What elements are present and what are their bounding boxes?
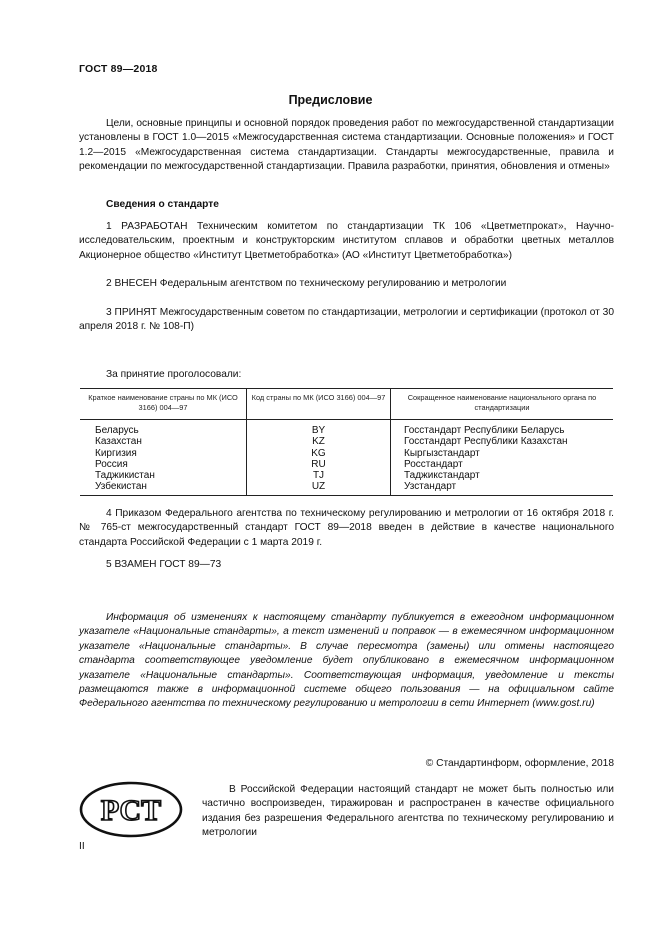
- copyright: © Стандартинформ, оформление, 2018: [425, 758, 614, 769]
- code-cell: KG: [247, 448, 391, 459]
- code-cell: KZ: [247, 436, 391, 447]
- table-row: [80, 420, 613, 437]
- code-cell: TJ: [247, 470, 391, 481]
- country-cell: Узбекистан: [80, 481, 247, 495]
- body-cell: Узстандарт: [391, 481, 614, 495]
- code-cell: RU: [247, 459, 391, 470]
- standard-id: ГОСТ 89—2018: [79, 63, 158, 75]
- page-number: II: [79, 841, 85, 852]
- country-cell: Киргизия: [95, 447, 137, 459]
- country-cell: Казахстан: [95, 436, 142, 448]
- info-notice: [79, 611, 614, 712]
- rights-notice: [202, 783, 614, 841]
- about-heading: Сведения о стандарте: [106, 199, 219, 210]
- code-cell: UZ: [247, 481, 391, 495]
- rst-certification-logo-icon: [79, 781, 183, 838]
- body-cell: Госстандарт Республики Беларусь: [404, 425, 565, 436]
- votes-table-header: [80, 389, 613, 420]
- body-cell: Кыргызстандарт: [404, 447, 480, 459]
- logo-text: РСТ: [100, 794, 162, 827]
- body-cell: Таджикстандарт: [404, 470, 480, 482]
- about-item-4: 4 Приказом Федерального агентства по техническому регулированию и метрологии от 16 октября 2018 г. № 765-ст межгосударственный стандарт ГОСТ 89—2018 введен в действие в качестве национального стандарта Российской Федерации с 1 марта 2019 г.: [79, 508, 614, 548]
- rights-notice-text: В Российской Федерации настоящий стандарт не может быть полностью или частично воспроизведен, тиражирован и распространен в качестве официального издания без разрешения Федерального агентства по техническому регулированию и метрологии: [202, 784, 614, 839]
- code-cell: BY: [247, 420, 391, 437]
- table-row: [80, 470, 613, 481]
- about-item-3: 3 ПРИНЯТ Межгосударственным советом по стандартизации, метрологии и сертификации (протокол от 30 апреля 2018 г. № 108-П): [79, 307, 614, 333]
- header-body: Сокращенное наименование национального органа по стандартизации: [391, 389, 614, 420]
- body-cell: Росстандарт: [404, 458, 463, 470]
- header-country: Краткое наименование страны по МК (ИСО 3166) 004—97: [80, 389, 247, 420]
- preface-text: Цели, основные принципы и основной порядок проведения работ по межгосударственной стандартизации установлены в ГОСТ 1.0—2015 «Межгосударственная система стандартизации. Основные положения» и ГОСТ 1.2—2015 «Межгосударственная система стандартизации. Стандарты межгосударственные, правила и рекомендации по межгосударственной стандартизации. Правила разработки, принятия, обновления и отмены»: [79, 118, 614, 173]
- country-cell: Россия: [95, 458, 128, 470]
- voted-label: За принятие проголосовали:: [106, 369, 242, 380]
- about-item-5: 5 ВЗАМЕН ГОСТ 89—73: [106, 559, 222, 570]
- about-item-2: 2 ВНЕСЕН Федеральным агентством по техническому регулированию и метрологии: [106, 278, 507, 289]
- preface-title: Предисловие: [288, 93, 373, 107]
- body-cell: Госстандарт Республики Казахстан: [404, 436, 568, 448]
- table-row: [80, 448, 613, 459]
- header-code: Код страны по МК (ИСО 3166) 004—97: [247, 389, 391, 420]
- table-row: [80, 481, 613, 495]
- preface-paragraph: [79, 117, 614, 175]
- country-cell: Таджикистан: [95, 470, 155, 482]
- votes-table: [80, 388, 613, 496]
- table-row: [80, 436, 613, 447]
- about-item-1: 1 РАЗРАБОТАН Техническим комитетом по стандартизации ТК 106 «Цветметпрокат», Научно-исследовательским, проектным и конструкторским институтом сплавов и обработки цветных металлов Акционерное общество «Институт Цветметобработка» (АО «Институт Цветметобработка»): [79, 221, 614, 261]
- info-notice-text: Информация об изменениях к настоящему стандарту публикуется в ежегодном информационном указателе «Национальные стандарты», а текст изменений и поправок — в ежемесячном информационном указателе «Национальные стандарты». В случае пересмотра (замены) или отмены настоящего стандарта соответствующее уведомление будет опубликовано в ежемесячном информационном указателе «Национальные стандарты». Соответствующая информация, уведомление и тексты размещаются также в информационной системе общего пользования — на официальном сайте Федерального агентства по техническому регулированию и метрологии в сети Интернет (www.gost.ru): [79, 612, 614, 710]
- country-cell: Беларусь: [95, 425, 139, 436]
- table-row: [80, 459, 613, 470]
